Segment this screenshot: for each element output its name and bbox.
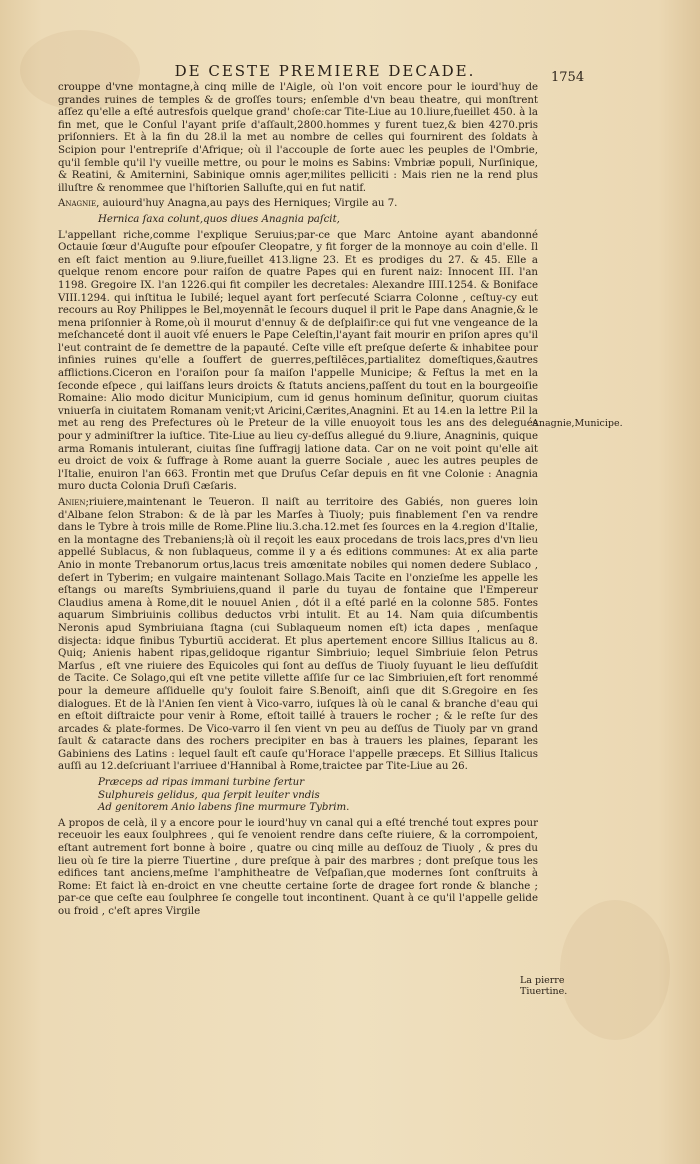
paragraph: crouppe d'vne montagne,à cinq mille de l'Aigle, où l'on voit encore pour le iourd'huy de grandes ruines de temples & de groſſes tours; enſemble d'vn beau theatre, qui monſtrent aſſez qu'elle a eſté autresfois quelque grand' choſe:car Tite-Liue au 10.liure,fueillet 450. à la fin met, que le Conſul l'ayant priſe d'aſſault,2800.hommes y furent tuez,& bien 4270.pris priſonniers. Et à la fin du 28.il la met au nombre de celles qui fournirent des ſoldats à Scipion pour l'entrepriſe d'Afrique; où il l'accouple de ſorte auec les peuples de l'Ombrie, qu'il ſemble qu'il l'y vueille mettre, ou pour le moins es Sabins: Vmbriæ populi, Nurſinique, & Reatini, & Amiternini, Sabinique omnis ager,milites pelliciti : Mais rien ne la rend plus illuſtre & renommee que l'hiſtorien Salluſte,qui en fut natif. xyxy=(58,82,538,194)
running-title: DE CESTE PREMIERE DECADE. xyxy=(174,62,476,80)
verse-line: Hernica ſaxa colunt,quos diues Anagnia paſcit, xyxy=(98,213,340,225)
paper-stain xyxy=(560,900,670,1040)
verse-quote xyxy=(98,777,538,815)
paragraph xyxy=(58,198,538,211)
verse-line: Præceps ad ripas immani turbine fertur xyxy=(98,777,305,789)
paragraph: L'appellant riche,comme l'explique Seruius;par-ce que Marc Antoine ayant abandonné Octauie ſœur d'Auguſte pour eſpouſer Cleopatre, y fit forger de la monnoye au coin d'elle. Il en eſt faict mention au 9.liure,fueillet 413.ligne 23. Et es prodiges du 27. & 45. Elle a quelque renom encore pour raiſon de quatre Papes qui en furent naiz: Innocent III. l'an 1198. Gregoire IX. l'an 1226.qui fit compiler les decretales: Alexandre IIII.1254. & Boniface VIII.1294. qui inſtitua le Iubilé; lequel ayant fort perſecuté Sciarra Colonne , ceſtuy-cy eut recours au Roy Philippes le Bel,moyennãt le ſecours duquel il prit le Pape dans Anagnie,& le mena priſonnier à Rome,où il mourut d'ennuy & de deſplaiſir:ce qui fut vne vengeance de la meſchanceté dont il auoit vſé enuers le Pape Celeſtin,l'ayant fait mourir en priſon apres qu'il l'eut contraint de ſe demettre de la papauté. Ceſte ville eſt preſque deſerte & inhabitee pour infinies ruines qu'elle a ſouffert de guerres,peſtilẽces,partialitez domeſtiques,&autres afflictions.Ciceron en l'oraiſon pour ſa maiſon l'appelle Municipe; & Feſtus la met en la ſeconde eſpece , qui laiſſans leurs droicts & ſtatuts anciens,paſſent du tout en la bourgeoiſie Romaine: Alio modo dicitur Municipium, cum id genus hominum deſinitur, quorum ciuitas vniuerſa in ciuitatem Romanam venit;vt Aricini,Cærites,Anagnini. Et au 14.en la lettre P.il la met au reng des Prefectures où le Preteur de la ville enuoyoit tous les ans des delegués pour y adminiſtrer la iuſtice. Tite-Liue au lieu cy-deſſus allegué du 9.liure, Anagninis, quique arma Romanis intulerant, ciuitas ſine ſuffragij latione data. Car on ne voit point qu'elle ait eu droict de voix & ſuffrage à Rome auant la guerre Sociale , auec les autres peuples de l'Italie, enuiron l'an 663. Frontin met que Druſus Ceſar depuis en fit vne Colonie : Anagnia muro ducta Colonia Druſi Cæſaris. xyxy=(58,229,538,493)
margin-note: La pierre Tiuertine. xyxy=(520,975,568,997)
paragraph: A propos de celà, il y a encore pour le iourd'huy vn canal qui a eſté trenché tout expres pour receuoir les eaux ſoulphrees , qui ſe venoient rendre dans ceſte riuiere, & la corrompoient, eſtant autrement fort bonne à boire , quatre ou cinq mille au deſſouz de Tiuoly , & pres du lieu où ſe tire la pierre Tiuertine , dure preſque à pair des marbres ; dont preſque tous les edifices tant anciens,meſme l'amphitheatre de Veſpaſian,que modernes ſont conſtruits à Rome: Et faict là en-droict en vne cheutte certaine ſorte de dragee fort ronde & blanche ; par-ce que ceſte eau ſoulphree ſe congelle tout incontinent. Quant à ce qu'il l'appelle gelide ou froid , c'eſt apres Virgile xyxy=(58,817,538,917)
verse-line: Sulphureis gelidus, qua ſerpit leuiter vndis xyxy=(98,789,320,801)
page-number: 1754 xyxy=(551,70,585,85)
paragraph xyxy=(58,497,538,774)
main-text xyxy=(58,82,538,922)
verse-quote xyxy=(98,214,538,227)
entry-heading: Anagnie, xyxy=(58,198,100,210)
verse-line: Ad genitorem Anio labens ſine murmure Tybrim. xyxy=(98,802,350,814)
entry-heading: Anien; xyxy=(58,497,89,508)
margin-note: Anagnie,Municipe. xyxy=(532,418,623,429)
paragraph-text: auiourd'huy Anagna,au pays des Herniques; Virgile au 7. xyxy=(99,198,398,210)
paragraph-text: riuiere,maintenant le Teueron. Il naiſt au territoire des Gabiés, non gueres loin d'Albane ſelon Strabon: & de là par les Marſes à Tiuoly; puis finablement ſ'en va rendre dans le Tybre à trois mille de Rome.Pline liu.3.cha.12.met ſes ſources en la 4.region d'Italie, en la montagne des Trebaniens;là où il reçoit les eaux procedans de trois lacs,pres d'vn lieu appellé Sublacus, & non ſublaqueus, comme il y a és editions communes: At ex alia parte Anio in monte Trebanorum ortus,lacus treis amœnitate nobiles qui nomen dedere Sublaco , deſert in Tyberim; en vulgaire maintenant Sollago.Mais Tacite en l'onzieſme les appelle les eſtangs ou mareſts Symbriuiens,quand il parle du tuyau de fontaine que l'Empereur Claudius amena à Rome,dit le nouuel Anien , dót il a eſté parlé en la colonne 585. Fontes aquarum Simbriuinis collibus deductos vrbi intulit. Et au 14. Nam quia diſcumbentis Neronis apud Symbriuiana ſtagna (cui Sublaqueum nomen eſt) icta dapes , menſaque disjecta: idque finibus Tyburtiũ acciderat. Et plus apertement encore Sillius Italicus au 8. Quiq; Anienis habent ripas,gelidoque rigantur Simbriuio; lequel Simbriuie ſelon Petrus Marſus , eſt vne riuiere des Equicoles qui ſont au deſſus de Tiuoly ſuyuant le lieu deſſuſdit de Tacite. Ce Solago,qui eſt vne petite villette aſſiſe ſur ce lac Simbriuien,eſt fort renommé pour la demeure aſſiduelle qu'y ſouloit faire S.Benoiſt, ainſi que dit S.Gregoire en ſes dialogues. Et de là l'Anien ſen vient à Vico-varro, iuſques là où le canal & branche d'eau qui en eſtoit diſtraicte pour venir à Rome, eſtoit taillé à trauers le rocher ; & le reſte ſur des arcades & plate-formes. De Vico-varro il ſen vient vn peu au deſſus de Tiuoly par vn grand ſault & cataracte dans des rochers precipiter en bas à trauers les plaines, ſeparant les Gabiniens des Latins : lequel ſault eſt cauſe qu'Horace l'appelle præceps. Et Sillius Italicus auſſi au 12.deſcriuant l'arriuee d'Hannibal à Rome,traictee par Tite-Liue au 26. xyxy=(58,497,538,773)
